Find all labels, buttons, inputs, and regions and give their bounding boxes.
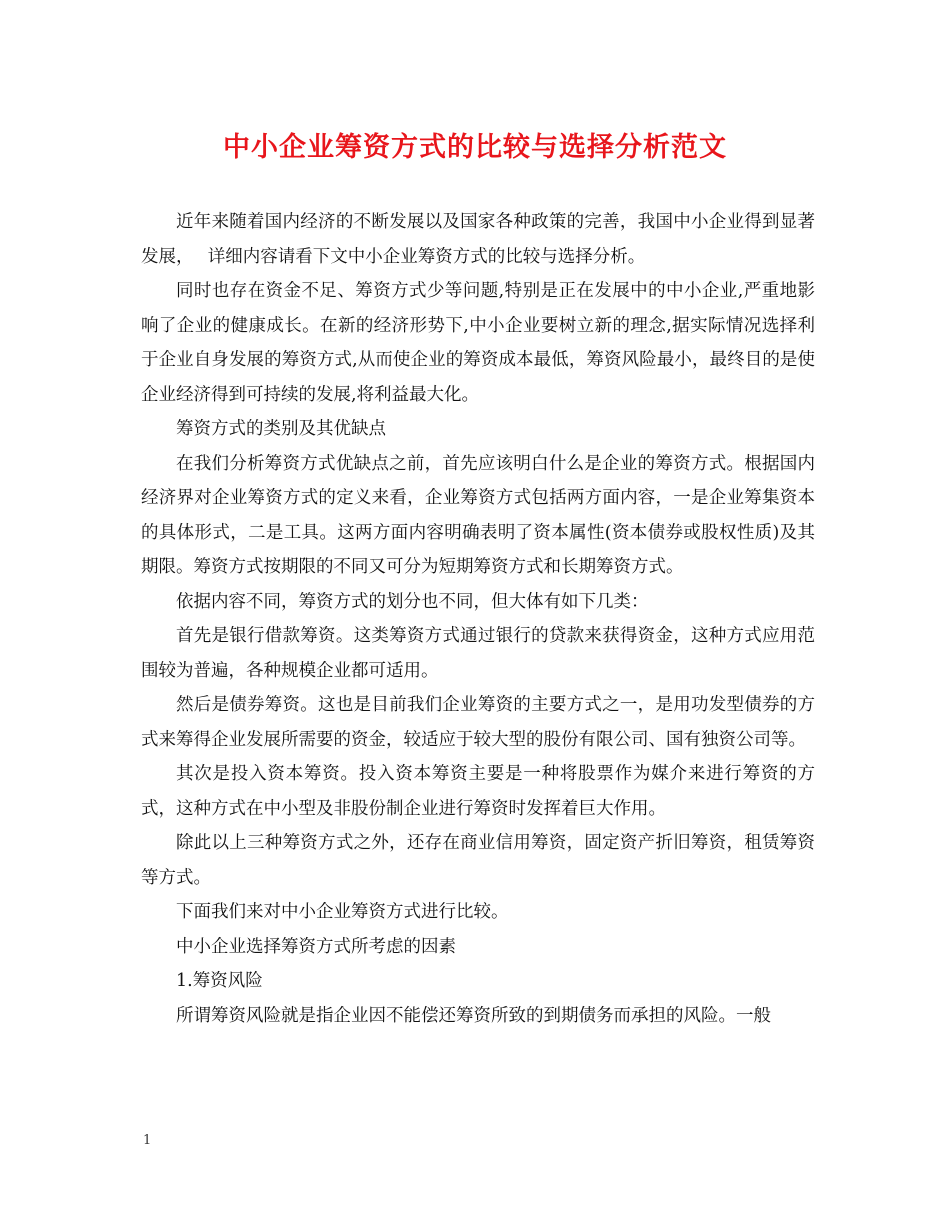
paragraph: 近年来随着国内经济的不断发展以及国家各种政策的完善，我国中小企业得到显著发展， 详细内容请看下文中小企业筹资方式的比较与选择分析。: [141, 212, 815, 267]
paragraph: 然后是债券筹资。这也是目前我们企业筹资的主要方式之一，是用功发型债券的方式来筹得企业发展所需要的资金，较适应于较大型的股份有限公司、国有独资公司等。: [141, 695, 815, 750]
paragraph: 下面我们来对中小企业筹资方式进行比较。: [176, 902, 509, 922]
paragraph: 除此以上三种筹资方式之外，还存在商业信用筹资，固定资产折旧筹资，租赁筹资等方式。: [141, 833, 815, 888]
paragraph: 其次是投入资本筹资。投入资本筹资主要是一种将股票作为媒介来进行筹资的方式，这种方式在中小型及非股份制企业进行筹资时发挥着巨大作用。: [141, 764, 815, 819]
page-title: 中小企业筹资方式的比较与选择分析范文: [223, 132, 727, 163]
paragraph: 同时也存在资金不足、筹资方式少等问题,特别是正在发展中的中小企业,严重地影响了企业的健康成长。在新的经济形势下,中小企业要树立新的理念,据实际情况选择利于企业自身发展的筹资方式,从而使企业的筹资成本最低，筹资风险最小，最终目的是使企业经济得到可持续的发展,将利益最大化。: [141, 281, 815, 405]
paragraph: 在我们分析筹资方式优缺点之前，首先应该明白什么是企业的筹资方式。根据国内经济界对企业筹资方式的定义来看，企业筹资方式包括两方面内容，一是企业筹集资本的具体形式，二是工具。这两方面内容明确表明了资本属性(资本债券或股权性质)及其期限。筹资方式按期限的不同又可分为短期筹资方式和长期筹资方式。: [141, 453, 815, 577]
subsection-heading: 1.筹资风险: [176, 971, 263, 991]
section-heading: 中小企业选择筹资方式所考虑的因素: [176, 936, 456, 957]
page-number: 1: [143, 1133, 152, 1148]
paragraph: 首先是银行借款筹资。这类筹资方式通过银行的贷款来获得资金，这种方式应用范围较为普遍，各种规模企业都可适用。: [141, 626, 815, 681]
body-text: [141, 205, 815, 1033]
section-heading: 筹资方式的类别及其优缺点: [176, 419, 386, 439]
paragraph: 所谓筹资风险就是指企业因不能偿还筹资所致的到期债务而承担的风险。一般: [176, 1005, 771, 1026]
paragraph: 依据内容不同，筹资方式的划分也不同，但大体有如下几类：: [176, 591, 649, 612]
